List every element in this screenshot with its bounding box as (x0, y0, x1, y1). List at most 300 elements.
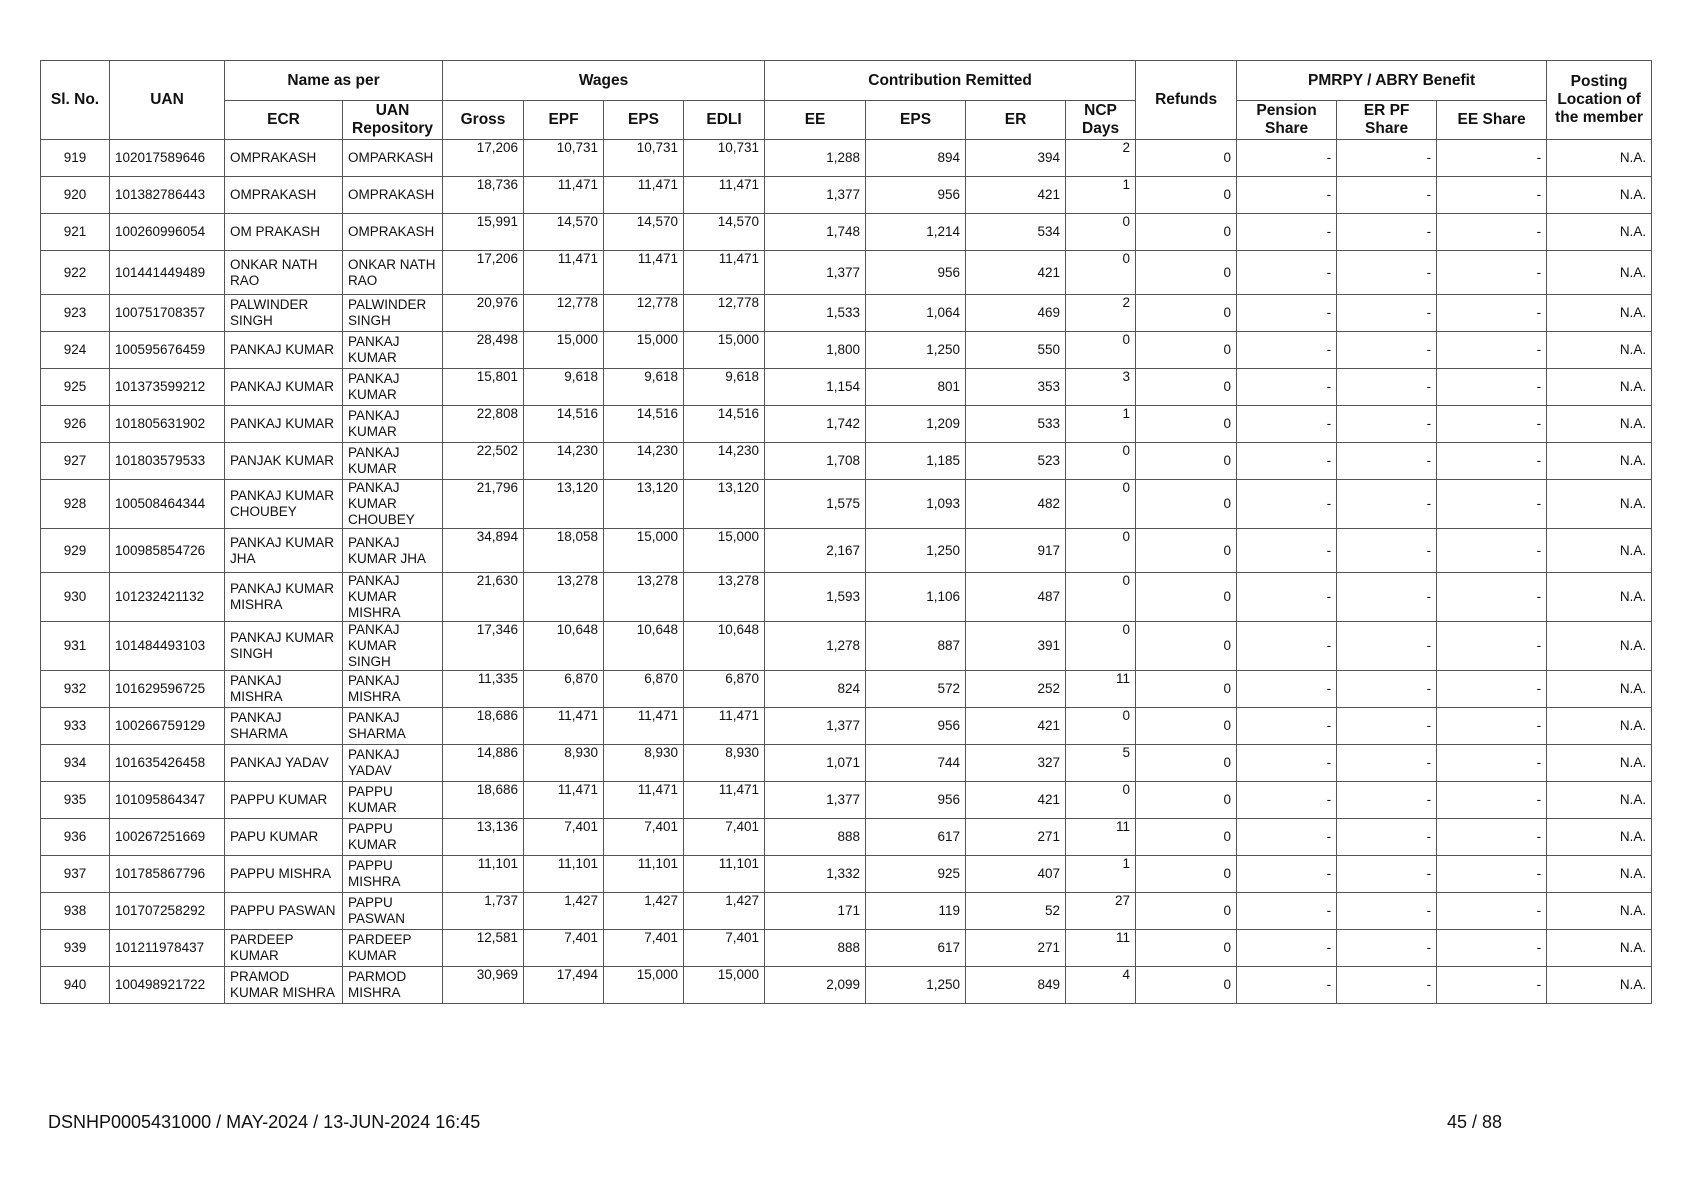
cell-ee: 1,332 (765, 856, 866, 893)
cell-edli: 8,930 (684, 745, 765, 782)
cell-name-ecr: PAPPU KUMAR (225, 782, 343, 819)
cell-edli: 7,401 (684, 819, 765, 856)
cell-eps: 11,471 (604, 251, 684, 295)
cell-pension-share: - (1237, 177, 1337, 214)
cell-er-pf-share: - (1337, 573, 1437, 622)
header-refunds: Refunds (1136, 61, 1237, 140)
cell-gross: 18,736 (443, 177, 524, 214)
cell-er: 523 (966, 443, 1066, 480)
cell-ee: 1,377 (765, 782, 866, 819)
cell-ee-share: - (1437, 332, 1547, 369)
cell-er: 534 (966, 214, 1066, 251)
cell-er-pf-share: - (1337, 480, 1437, 529)
cell-uan: 102017589646 (110, 140, 225, 177)
cell-ee-share: - (1437, 140, 1547, 177)
cell-sl-no: 923 (41, 295, 110, 332)
cell-ee-share: - (1437, 708, 1547, 745)
cell-er: 271 (966, 819, 1066, 856)
table-row (41, 369, 1652, 406)
cell-ncp-days: 0 (1066, 443, 1136, 480)
cell-refunds: 0 (1136, 214, 1237, 251)
cell-edli: 11,471 (684, 177, 765, 214)
cell-refunds: 0 (1136, 369, 1237, 406)
cell-ee-share: - (1437, 480, 1547, 529)
cell-sl-no: 935 (41, 782, 110, 819)
cell-pension-share: - (1237, 573, 1337, 622)
cell-posting-location: N.A. (1547, 819, 1652, 856)
cell-name-uan-repository: PANKAJ KUMAR (343, 369, 443, 406)
cell-name-ecr: PANKAJ KUMAR (225, 369, 343, 406)
cell-name-uan-repository: PANKAJ MISHRA (343, 671, 443, 708)
header-ee-share: EE Share (1437, 101, 1547, 140)
cell-posting-location: N.A. (1547, 140, 1652, 177)
header-pmrpy-abry: PMRPY / ABRY Benefit (1237, 61, 1547, 101)
cell-pension-share: - (1237, 251, 1337, 295)
cell-er: 407 (966, 856, 1066, 893)
cell-ee: 2,099 (765, 967, 866, 1004)
cell-refunds: 0 (1136, 708, 1237, 745)
cell-ncp-days: 0 (1066, 782, 1136, 819)
cell-ee: 2,167 (765, 529, 866, 573)
cell-contribution-eps: 617 (866, 930, 966, 967)
cell-contribution-eps: 1,250 (866, 529, 966, 573)
cell-refunds: 0 (1136, 819, 1237, 856)
cell-uan: 101803579533 (110, 443, 225, 480)
cell-posting-location: N.A. (1547, 745, 1652, 782)
cell-uan: 100498921722 (110, 967, 225, 1004)
cell-gross: 15,801 (443, 369, 524, 406)
cell-pension-share: - (1237, 295, 1337, 332)
cell-contribution-eps: 801 (866, 369, 966, 406)
cell-pension-share: - (1237, 332, 1337, 369)
cell-sl-no: 930 (41, 573, 110, 622)
cell-gross: 30,969 (443, 967, 524, 1004)
cell-er: 917 (966, 529, 1066, 573)
cell-uan: 101441449489 (110, 251, 225, 295)
cell-gross: 18,686 (443, 782, 524, 819)
cell-ncp-days: 27 (1066, 893, 1136, 930)
cell-er-pf-share: - (1337, 782, 1437, 819)
cell-ee: 1,377 (765, 251, 866, 295)
cell-name-ecr: ONKAR NATH RAO (225, 251, 343, 295)
cell-refunds: 0 (1136, 967, 1237, 1004)
cell-er-pf-share: - (1337, 967, 1437, 1004)
cell-ee: 1,800 (765, 332, 866, 369)
cell-name-uan-repository: PANKAJ KUMAR CHOUBEY (343, 480, 443, 529)
cell-ncp-days: 1 (1066, 856, 1136, 893)
cell-gross: 20,976 (443, 295, 524, 332)
cell-sl-no: 925 (41, 369, 110, 406)
cell-ncp-days: 11 (1066, 671, 1136, 708)
cell-pension-share: - (1237, 671, 1337, 708)
cell-eps: 7,401 (604, 930, 684, 967)
cell-er: 52 (966, 893, 1066, 930)
cell-er-pf-share: - (1337, 930, 1437, 967)
cell-pension-share: - (1237, 930, 1337, 967)
cell-er: 421 (966, 251, 1066, 295)
cell-ee-share: - (1437, 406, 1547, 443)
cell-ee: 1,533 (765, 295, 866, 332)
cell-refunds: 0 (1136, 856, 1237, 893)
cell-epf: 14,230 (524, 443, 604, 480)
cell-epf: 14,516 (524, 406, 604, 443)
cell-eps: 1,427 (604, 893, 684, 930)
cell-name-ecr: PRAMOD KUMAR MISHRA (225, 967, 343, 1004)
cell-contribution-eps: 956 (866, 708, 966, 745)
cell-er-pf-share: - (1337, 332, 1437, 369)
cell-posting-location: N.A. (1547, 782, 1652, 819)
cell-epf: 11,471 (524, 708, 604, 745)
cell-pension-share: - (1237, 622, 1337, 671)
cell-gross: 21,630 (443, 573, 524, 622)
cell-er-pf-share: - (1337, 140, 1437, 177)
cell-name-uan-repository: PANKAJ KUMAR (343, 332, 443, 369)
cell-eps: 12,778 (604, 295, 684, 332)
table-row (41, 480, 1652, 529)
cell-refunds: 0 (1136, 529, 1237, 573)
cell-er-pf-share: - (1337, 369, 1437, 406)
cell-sl-no: 932 (41, 671, 110, 708)
cell-epf: 14,570 (524, 214, 604, 251)
cell-uan: 100508464344 (110, 480, 225, 529)
cell-name-ecr: PANKAJ MISHRA (225, 671, 343, 708)
cell-posting-location: N.A. (1547, 573, 1652, 622)
cell-name-ecr: PARDEEP KUMAR (225, 930, 343, 967)
cell-eps: 14,516 (604, 406, 684, 443)
cell-sl-no: 931 (41, 622, 110, 671)
cell-name-ecr: PANKAJ KUMAR MISHRA (225, 573, 343, 622)
cell-er-pf-share: - (1337, 177, 1437, 214)
cell-name-uan-repository: OMPRAKASH (343, 214, 443, 251)
cell-name-uan-repository: ONKAR NATH RAO (343, 251, 443, 295)
table-body (41, 140, 1652, 1004)
table-row (41, 782, 1652, 819)
cell-ee-share: - (1437, 745, 1547, 782)
cell-name-ecr: PANKAJ SHARMA (225, 708, 343, 745)
cell-er: 469 (966, 295, 1066, 332)
cell-pension-share: - (1237, 140, 1337, 177)
cell-epf: 8,930 (524, 745, 604, 782)
cell-name-uan-repository: PANKAJ KUMAR SINGH (343, 622, 443, 671)
cell-ee: 1,154 (765, 369, 866, 406)
cell-sl-no: 920 (41, 177, 110, 214)
cell-uan: 100267251669 (110, 819, 225, 856)
cell-sl-no: 926 (41, 406, 110, 443)
cell-name-ecr: PANJAK KUMAR (225, 443, 343, 480)
cell-edli: 15,000 (684, 332, 765, 369)
cell-gross: 17,206 (443, 251, 524, 295)
cell-ncp-days: 11 (1066, 930, 1136, 967)
cell-gross: 34,894 (443, 529, 524, 573)
cell-posting-location: N.A. (1547, 529, 1652, 573)
cell-uan: 100595676459 (110, 332, 225, 369)
cell-ee: 1,071 (765, 745, 866, 782)
cell-uan: 101635426458 (110, 745, 225, 782)
cell-ee-share: - (1437, 856, 1547, 893)
cell-name-ecr: OMPRAKASH (225, 140, 343, 177)
cell-ee: 1,377 (765, 708, 866, 745)
cell-er: 421 (966, 708, 1066, 745)
cell-edli: 10,648 (684, 622, 765, 671)
cell-epf: 11,101 (524, 856, 604, 893)
cell-name-ecr: PANKAJ KUMAR (225, 332, 343, 369)
cell-gross: 13,136 (443, 819, 524, 856)
cell-epf: 18,058 (524, 529, 604, 573)
cell-posting-location: N.A. (1547, 295, 1652, 332)
cell-eps: 13,278 (604, 573, 684, 622)
cell-pension-share: - (1237, 708, 1337, 745)
cell-posting-location: N.A. (1547, 893, 1652, 930)
cell-er: 252 (966, 671, 1066, 708)
cell-edli: 14,230 (684, 443, 765, 480)
table-row (41, 573, 1652, 622)
cell-pension-share: - (1237, 529, 1337, 573)
cell-name-ecr: PANKAJ KUMAR JHA (225, 529, 343, 573)
table-header (41, 61, 1652, 140)
cell-eps: 11,471 (604, 708, 684, 745)
ecr-table (40, 60, 1652, 1004)
cell-ee: 824 (765, 671, 866, 708)
table-row (41, 856, 1652, 893)
cell-contribution-eps: 1,093 (866, 480, 966, 529)
cell-epf: 7,401 (524, 930, 604, 967)
header-posting-location: Posting Location of the member (1547, 61, 1652, 140)
cell-refunds: 0 (1136, 930, 1237, 967)
cell-er: 550 (966, 332, 1066, 369)
cell-pension-share: - (1237, 214, 1337, 251)
cell-ncp-days: 2 (1066, 140, 1136, 177)
header-er: ER (966, 101, 1066, 140)
cell-edli: 14,516 (684, 406, 765, 443)
cell-sl-no: 924 (41, 332, 110, 369)
cell-name-uan-repository: PALWINDER SINGH (343, 295, 443, 332)
cell-er-pf-share: - (1337, 251, 1437, 295)
table-row (41, 295, 1652, 332)
cell-pension-share: - (1237, 406, 1337, 443)
cell-name-ecr: PAPU KUMAR (225, 819, 343, 856)
table-row (41, 930, 1652, 967)
cell-ee-share: - (1437, 819, 1547, 856)
cell-refunds: 0 (1136, 480, 1237, 529)
cell-ee: 1,278 (765, 622, 866, 671)
cell-eps: 15,000 (604, 529, 684, 573)
cell-pension-share: - (1237, 967, 1337, 1004)
cell-uan: 101629596725 (110, 671, 225, 708)
cell-uan: 101805631902 (110, 406, 225, 443)
cell-refunds: 0 (1136, 406, 1237, 443)
cell-name-uan-repository: PAPPU KUMAR (343, 782, 443, 819)
cell-er: 482 (966, 480, 1066, 529)
cell-contribution-eps: 744 (866, 745, 966, 782)
cell-eps: 15,000 (604, 967, 684, 1004)
header-edli: EDLI (684, 101, 765, 140)
cell-ncp-days: 0 (1066, 573, 1136, 622)
cell-contribution-eps: 1,209 (866, 406, 966, 443)
cell-uan: 101211978437 (110, 930, 225, 967)
cell-posting-location: N.A. (1547, 177, 1652, 214)
cell-name-uan-repository: PAPPU MISHRA (343, 856, 443, 893)
cell-pension-share: - (1237, 745, 1337, 782)
cell-edli: 1,427 (684, 893, 765, 930)
cell-contribution-eps: 956 (866, 782, 966, 819)
cell-pension-share: - (1237, 893, 1337, 930)
cell-name-uan-repository: PANKAJ KUMAR (343, 443, 443, 480)
cell-er-pf-share: - (1337, 819, 1437, 856)
cell-sl-no: 936 (41, 819, 110, 856)
header-contribution-remitted: Contribution Remitted (765, 61, 1136, 101)
cell-er: 487 (966, 573, 1066, 622)
cell-refunds: 0 (1136, 332, 1237, 369)
header-ncp-days: NCP Days (1066, 101, 1136, 140)
cell-ee-share: - (1437, 671, 1547, 708)
cell-ncp-days: 3 (1066, 369, 1136, 406)
cell-posting-location: N.A. (1547, 369, 1652, 406)
header-gross: Gross (443, 101, 524, 140)
cell-refunds: 0 (1136, 443, 1237, 480)
table-row (41, 214, 1652, 251)
cell-edli: 11,471 (684, 251, 765, 295)
cell-name-uan-repository: PANKAJ KUMAR MISHRA (343, 573, 443, 622)
header-ee: EE (765, 101, 866, 140)
cell-contribution-eps: 1,214 (866, 214, 966, 251)
header-uan: UAN (110, 61, 225, 140)
cell-posting-location: N.A. (1547, 967, 1652, 1004)
cell-epf: 11,471 (524, 177, 604, 214)
cell-edli: 13,278 (684, 573, 765, 622)
cell-name-uan-repository: OMPARKASH (343, 140, 443, 177)
cell-posting-location: N.A. (1547, 708, 1652, 745)
cell-posting-location: N.A. (1547, 251, 1652, 295)
cell-name-uan-repository: OMPRAKASH (343, 177, 443, 214)
cell-name-ecr: PALWINDER SINGH (225, 295, 343, 332)
cell-eps: 10,731 (604, 140, 684, 177)
cell-eps: 10,648 (604, 622, 684, 671)
cell-refunds: 0 (1136, 745, 1237, 782)
cell-er: 327 (966, 745, 1066, 782)
cell-contribution-eps: 887 (866, 622, 966, 671)
cell-posting-location: N.A. (1547, 856, 1652, 893)
cell-edli: 12,778 (684, 295, 765, 332)
cell-edli: 13,120 (684, 480, 765, 529)
cell-edli: 11,471 (684, 782, 765, 819)
cell-ncp-days: 0 (1066, 332, 1136, 369)
cell-edli: 7,401 (684, 930, 765, 967)
cell-ee-share: - (1437, 967, 1547, 1004)
cell-pension-share: - (1237, 819, 1337, 856)
cell-ncp-days: 0 (1066, 708, 1136, 745)
cell-er: 394 (966, 140, 1066, 177)
cell-eps: 11,101 (604, 856, 684, 893)
cell-pension-share: - (1237, 480, 1337, 529)
cell-name-uan-repository: PAPPU KUMAR (343, 819, 443, 856)
cell-sl-no: 933 (41, 708, 110, 745)
cell-refunds: 0 (1136, 622, 1237, 671)
cell-epf: 10,731 (524, 140, 604, 177)
cell-ee-share: - (1437, 893, 1547, 930)
cell-contribution-eps: 617 (866, 819, 966, 856)
cell-refunds: 0 (1136, 671, 1237, 708)
cell-uan: 101785867796 (110, 856, 225, 893)
cell-edli: 6,870 (684, 671, 765, 708)
cell-posting-location: N.A. (1547, 214, 1652, 251)
cell-epf: 9,618 (524, 369, 604, 406)
cell-er: 353 (966, 369, 1066, 406)
cell-pension-share: - (1237, 443, 1337, 480)
cell-eps: 14,230 (604, 443, 684, 480)
cell-ee-share: - (1437, 251, 1547, 295)
cell-er-pf-share: - (1337, 745, 1437, 782)
cell-ncp-days: 0 (1066, 622, 1136, 671)
table-row (41, 251, 1652, 295)
header-epf: EPF (524, 101, 604, 140)
cell-sl-no: 921 (41, 214, 110, 251)
cell-gross: 15,991 (443, 214, 524, 251)
cell-name-uan-repository: PARDEEP KUMAR (343, 930, 443, 967)
cell-name-ecr: PANKAJ YADAV (225, 745, 343, 782)
cell-er: 421 (966, 782, 1066, 819)
cell-name-uan-repository: PANKAJ KUMAR JHA (343, 529, 443, 573)
cell-ee: 1,288 (765, 140, 866, 177)
cell-eps: 8,930 (604, 745, 684, 782)
header-contribution-eps: EPS (866, 101, 966, 140)
cell-refunds: 0 (1136, 251, 1237, 295)
cell-ee-share: - (1437, 177, 1547, 214)
cell-ee: 1,575 (765, 480, 866, 529)
cell-ee: 1,708 (765, 443, 866, 480)
cell-sl-no: 919 (41, 140, 110, 177)
cell-ee-share: - (1437, 573, 1547, 622)
cell-ee: 1,742 (765, 406, 866, 443)
cell-posting-location: N.A. (1547, 406, 1652, 443)
cell-ee-share: - (1437, 369, 1547, 406)
cell-ee-share: - (1437, 295, 1547, 332)
cell-uan: 101707258292 (110, 893, 225, 930)
cell-pension-share: - (1237, 369, 1337, 406)
table-row (41, 406, 1652, 443)
table-row (41, 745, 1652, 782)
cell-pension-share: - (1237, 856, 1337, 893)
cell-uan: 100266759129 (110, 708, 225, 745)
cell-ncp-days: 4 (1066, 967, 1136, 1004)
table-row (41, 671, 1652, 708)
cell-eps: 11,471 (604, 782, 684, 819)
cell-posting-location: N.A. (1547, 480, 1652, 529)
cell-name-ecr: OMPRAKASH (225, 177, 343, 214)
cell-gross: 1,737 (443, 893, 524, 930)
cell-ee-share: - (1437, 622, 1547, 671)
cell-ee: 171 (765, 893, 866, 930)
cell-gross: 21,796 (443, 480, 524, 529)
cell-contribution-eps: 956 (866, 251, 966, 295)
cell-eps: 14,570 (604, 214, 684, 251)
cell-er-pf-share: - (1337, 622, 1437, 671)
cell-name-uan-repository: PANKAJ KUMAR (343, 406, 443, 443)
header-pension-share: Pension Share (1237, 101, 1337, 140)
table-row (41, 140, 1652, 177)
cell-ncp-days: 2 (1066, 295, 1136, 332)
cell-ncp-days: 0 (1066, 251, 1136, 295)
cell-refunds: 0 (1136, 295, 1237, 332)
cell-uan: 100260996054 (110, 214, 225, 251)
cell-name-uan-repository: PANKAJ YADAV (343, 745, 443, 782)
cell-epf: 17,494 (524, 967, 604, 1004)
cell-posting-location: N.A. (1547, 930, 1652, 967)
cell-sl-no: 940 (41, 967, 110, 1004)
cell-epf: 12,778 (524, 295, 604, 332)
cell-ee-share: - (1437, 529, 1547, 573)
cell-edli: 15,000 (684, 529, 765, 573)
cell-sl-no: 928 (41, 480, 110, 529)
